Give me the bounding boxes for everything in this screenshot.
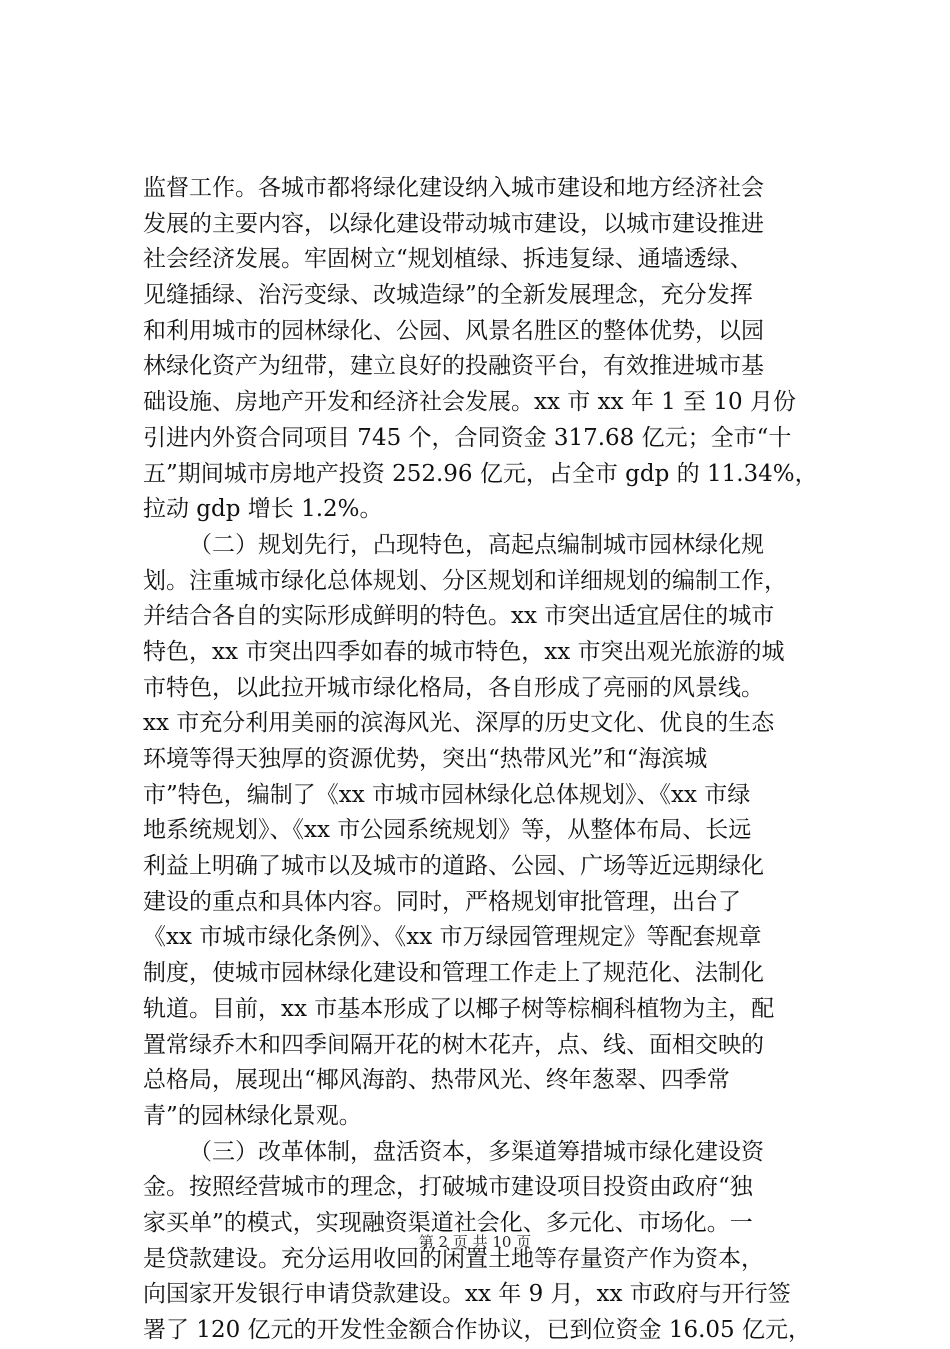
text-line: 见缝插绿、治污变绿、改城造绿”的全新发展理念，充分发挥: [143, 282, 753, 309]
text-line: 是贷款建设。充分运用收回的闲置土地等存量资产作为资本，: [143, 1245, 764, 1272]
text-line: 署了 120 亿元的开发性金额合作协议，已到位资金 16.05 亿元，: [143, 1317, 811, 1343]
text-line: 金。按照经营城市的理念，打破城市建设项目投资由政府“独: [143, 1174, 753, 1201]
text-line: 特色，xx 市突出四季如春的城市特色，xx 市突出观光旅游的城: [143, 638, 785, 665]
text-line: 拉动 gdp 增长 1.2%。: [143, 496, 383, 523]
text-line: 引进内外资合同项目 745 个，合同资金 317.68 亿元；全市“十: [143, 424, 792, 451]
text-line: 环境等得天独厚的资源优势，突出“热带风光”和“海滨城: [143, 746, 708, 772]
text-line: 林绿化资产为纽带，建立良好的投融资平台，有效推进城市基: [143, 353, 764, 380]
text-line: 建设的重点和具体内容。同时，严格规划审批管理，出台了: [143, 888, 741, 915]
text-line: 轨道。目前，xx 市基本形成了以椰子树等棕榈科植物为主，配: [143, 995, 775, 1022]
text-line: 置常绿乔木和四季间隔开花的树木花卉，点、线、面相交映的: [143, 1031, 764, 1058]
text-line: 总格局，展现出“椰风海韵、热带风光、终年葱翠、四季常: [143, 1067, 730, 1094]
text-line: 《xx 市城市绿化条例》、《xx 市万绿园管理规定》等配套规章: [143, 924, 762, 951]
text-line: 家买单”的模式，实现融资渠道社会化、多元化、市场化。一: [143, 1209, 753, 1236]
text-line: 制度，使城市园林绿化建设和管理工作走上了规范化、法制化: [143, 960, 764, 987]
text-line: 发展的主要内容，以绿化建设带动城市建设，以城市建设推进: [143, 210, 764, 237]
text-line: 地系统规划》、《xx 市公园系统规划》等，从整体布局、长远: [143, 817, 752, 844]
text-line: 市”特色，编制了《xx 市城市园林绿化总体规划》、《xx 市绿: [143, 781, 751, 808]
text-line: xx 市充分利用美丽的滨海风光、深厚的历史文化、优良的生态: [143, 710, 775, 737]
text-line: 划。注重城市绿化总体规划、分区规划和详细规划的编制工作，: [143, 567, 787, 594]
text-line: 社会经济发展。牢固树立“规划植绿、拆违复绿、通墙透绿、: [143, 246, 753, 273]
page-number-footer: 第 2 页 共 10 页: [418, 1233, 532, 1251]
text-line: 利益上明确了城市以及城市的道路、公园、广场等近远期绿化: [143, 853, 764, 880]
text-line: 础设施、房地产开发和经济社会发展。xx 市 xx 年 1 至 10 月份: [143, 389, 796, 416]
section-heading-line: （二）规划先行，凸现特色，高起点编制城市园林绿化规: [189, 531, 764, 558]
text-line: 和利用城市的园林绿化、公园、风景名胜区的整体优势，以园: [143, 317, 764, 344]
text-line: 青”的园林绿化景观。: [143, 1102, 362, 1129]
text-line: 并结合各自的实际形成鲜明的特色。xx 市突出适宜居住的城市: [143, 603, 775, 630]
body-text: [143, 171, 833, 1349]
section-heading-line: （三）改革体制，盘活资本，多渠道筹措城市绿化建设资: [189, 1138, 764, 1165]
text-line: 向国家开发银行申请贷款建设。xx 年 9 月，xx 市政府与开行签: [143, 1281, 791, 1308]
text-line: 市特色，以此拉开城市绿化格局，各自形成了亮丽的风景线。: [143, 674, 764, 701]
text-line: 五”期间城市房地产投资 252.96 亿元，占全市 gdp 的 11.34%，: [143, 460, 818, 487]
text-line: 监督工作。各城市都将绿化建设纳入城市建设和地方经济社会: [143, 175, 764, 201]
